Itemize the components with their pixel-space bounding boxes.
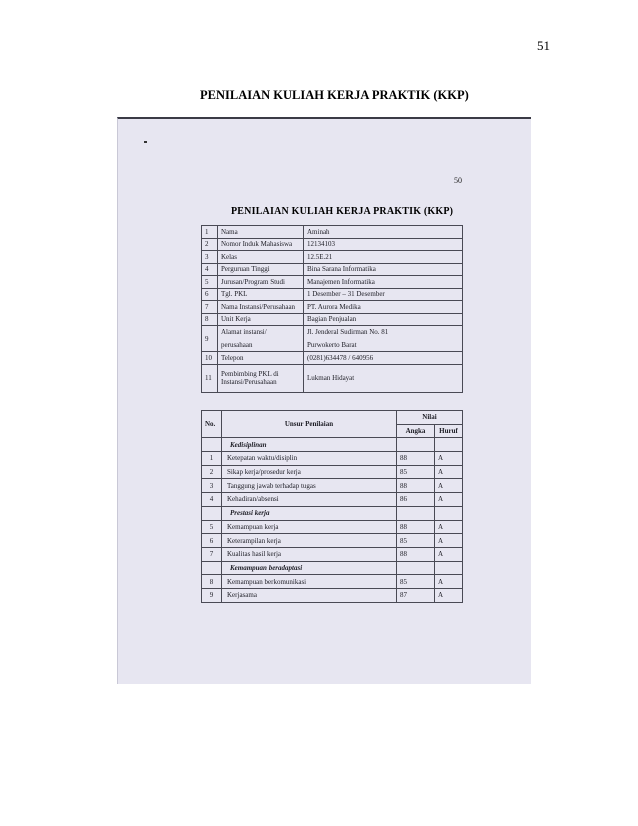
identity-value: Lukman Hidayat (304, 364, 463, 392)
identity-no: 10 (202, 352, 218, 365)
identity-no: 9 (202, 326, 218, 352)
empty-cell (397, 506, 435, 520)
score-item: Kemampuan berkomunikasi (222, 575, 397, 589)
score-huruf: A (435, 534, 463, 548)
score-huruf: A (435, 465, 463, 479)
score-angka: 86 (397, 493, 435, 507)
score-angka: 88 (397, 520, 435, 534)
score-huruf: A (435, 588, 463, 602)
identity-no: 1 (202, 226, 218, 239)
empty-cell (202, 438, 222, 452)
identity-no: 11 (202, 364, 218, 392)
score-no: 4 (202, 493, 222, 507)
score-huruf: A (435, 575, 463, 589)
identity-row (202, 226, 463, 239)
score-angka: 87 (397, 588, 435, 602)
score-angka: 88 (397, 479, 435, 493)
identity-label: Tgl. PKL (218, 288, 304, 301)
empty-cell (435, 506, 463, 520)
score-row (202, 534, 463, 548)
empty-cell (435, 438, 463, 452)
identity-row (202, 276, 463, 289)
identity-label (218, 364, 304, 392)
identity-value-line: Jl. Jenderal Sudirman No. 81 (307, 328, 389, 336)
header-unsur: Unsur Penilaian (222, 411, 397, 438)
scores-table (201, 410, 463, 603)
score-huruf: A (435, 479, 463, 493)
category-label: Prestasi kerja (222, 506, 397, 520)
score-angka: 85 (397, 534, 435, 548)
identity-label: Nama (218, 226, 304, 239)
scan-title: PENILAIAN KULIAH KERJA PRAKTIK (KKP) (231, 206, 454, 217)
score-item: Kerjasama (222, 588, 397, 602)
score-angka: 88 (397, 547, 435, 561)
page-number: 51 (537, 38, 550, 53)
identity-label: Unit Kerja (218, 313, 304, 326)
identity-label: Nama Instansi/Perusahaan (218, 301, 304, 314)
identity-value: 1 Desember – 31 Desember (304, 288, 463, 301)
identity-label-line: Alamat instansi/ (221, 328, 267, 336)
document-title: PENILAIAN KULIAH KERJA PRAKTIK (KKP) (200, 88, 469, 102)
score-item: Keterampilan kerja (222, 534, 397, 548)
identity-row (202, 364, 463, 392)
identity-label-line: perusahaan (221, 340, 253, 349)
empty-cell (435, 561, 463, 575)
score-row (202, 575, 463, 589)
identity-label: Nomor Induk Mahasiswa (218, 238, 304, 251)
identity-row (202, 301, 463, 314)
identity-row (202, 251, 463, 264)
header-huruf: Huruf (435, 424, 463, 438)
header-nilai: Nilai (397, 411, 463, 425)
identity-no: 5 (202, 276, 218, 289)
identity-no: 2 (202, 238, 218, 251)
identity-no: 7 (202, 301, 218, 314)
scores-header-row (202, 411, 463, 425)
identity-no: 6 (202, 288, 218, 301)
score-no: 5 (202, 520, 222, 534)
score-row (202, 493, 463, 507)
score-angka: 85 (397, 575, 435, 589)
category-row (202, 438, 463, 452)
empty-cell (397, 561, 435, 575)
score-angka: 85 (397, 465, 435, 479)
header-angka: Angka (397, 424, 435, 438)
identity-value: Aminah (304, 226, 463, 239)
score-huruf: A (435, 547, 463, 561)
score-huruf: A (435, 452, 463, 466)
score-huruf: A (435, 520, 463, 534)
score-angka: 88 (397, 452, 435, 466)
identity-row (202, 326, 463, 352)
identity-row (202, 288, 463, 301)
scanned-page (117, 117, 531, 684)
identity-value: (0281)634478 / 640956 (304, 352, 463, 365)
score-row (202, 547, 463, 561)
identity-row (202, 238, 463, 251)
score-item: Tanggung jawab terhadap tugas (222, 479, 397, 493)
score-item: Sikap kerja/prosedur kerja (222, 465, 397, 479)
score-item: Kemampuan kerja (222, 520, 397, 534)
identity-no: 8 (202, 313, 218, 326)
identity-label-line: Pembimbing PKL di (221, 370, 279, 378)
empty-cell (202, 561, 222, 575)
identity-value: 12.5E.21 (304, 251, 463, 264)
score-no: 2 (202, 465, 222, 479)
identity-row (202, 313, 463, 326)
identity-no: 4 (202, 263, 218, 276)
score-no: 7 (202, 547, 222, 561)
identity-label: Jurusan/Program Studi (218, 276, 304, 289)
score-item: Kualitas hasil kerja (222, 547, 397, 561)
identity-label: Telepon (218, 352, 304, 365)
category-label: Kedisiplinan (222, 438, 397, 452)
identity-label-line: Instansi/Perusahaan (221, 378, 277, 386)
score-no: 8 (202, 575, 222, 589)
score-no: 9 (202, 588, 222, 602)
category-row (202, 561, 463, 575)
identity-value-line: Purwokerto Barat (307, 340, 357, 349)
score-no: 3 (202, 479, 222, 493)
identity-label: Kelas (218, 251, 304, 264)
identity-value: PT. Aurora Medika (304, 301, 463, 314)
scan-page-number: 50 (454, 176, 462, 185)
score-no: 6 (202, 534, 222, 548)
identity-table (201, 225, 463, 393)
identity-row (202, 263, 463, 276)
empty-cell (397, 438, 435, 452)
identity-label (218, 326, 304, 352)
score-row (202, 588, 463, 602)
scan-speck (144, 141, 147, 143)
score-huruf: A (435, 493, 463, 507)
identity-value: 12134103 (304, 238, 463, 251)
score-row (202, 520, 463, 534)
header-no: No. (202, 411, 222, 438)
identity-row (202, 352, 463, 365)
identity-value: Bagian Penjualan (304, 313, 463, 326)
score-item: Kehadiran/absensi (222, 493, 397, 507)
identity-value: Bina Sarana Informatika (304, 263, 463, 276)
category-row (202, 506, 463, 520)
category-label: Kemampuan beradaptasi (222, 561, 397, 575)
score-no: 1 (202, 452, 222, 466)
score-row (202, 465, 463, 479)
empty-cell (202, 506, 222, 520)
score-item: Ketepatan waktu/disiplin (222, 452, 397, 466)
identity-value: Manajemen Informatika (304, 276, 463, 289)
score-row (202, 452, 463, 466)
identity-label: Perguruan Tinggi (218, 263, 304, 276)
identity-value (304, 326, 463, 352)
score-row (202, 479, 463, 493)
identity-no: 3 (202, 251, 218, 264)
